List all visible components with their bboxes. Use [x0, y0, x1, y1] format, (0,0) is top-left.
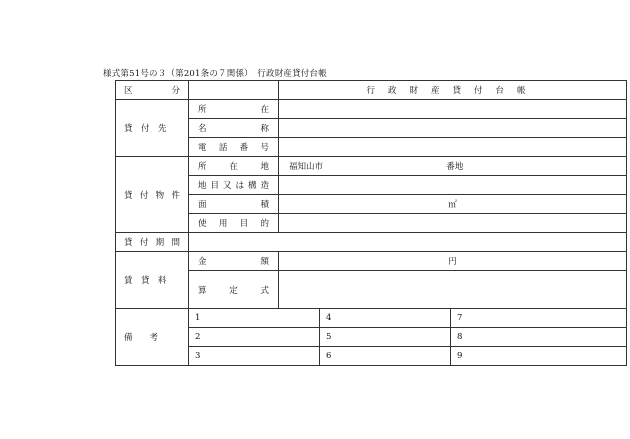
property-location-label: 所在地 — [189, 157, 279, 176]
fee-method-value[interactable] — [279, 271, 627, 309]
fee-amount-label: 金額 — [189, 252, 279, 271]
property-area-label: 面積 — [189, 195, 279, 214]
property-purpose-label: 使用目的 — [189, 214, 279, 233]
property-land-type-value[interactable] — [279, 176, 627, 195]
fee-method-label: 算定式 — [189, 271, 279, 309]
amount-unit: 円 — [448, 257, 457, 267]
remark-1[interactable]: 1 — [189, 309, 320, 328]
form-caption: 様式第51号の３（第201条の７関係） 行政財産貸付台帳 — [103, 69, 327, 79]
lessee-phone-value[interactable] — [279, 138, 627, 157]
property-land-type-label: 地目又は構造 — [189, 176, 279, 195]
lease-register-table — [115, 80, 627, 366]
remark-2[interactable]: 2 — [189, 328, 320, 347]
remark-7[interactable]: 7 — [451, 309, 627, 328]
remark-9[interactable]: 9 — [451, 347, 627, 366]
property-purpose-value[interactable] — [279, 214, 627, 233]
lessee-label: 貸 付 先 — [116, 100, 189, 157]
header-blank-cell — [189, 81, 279, 100]
fee-amount-value[interactable] — [279, 252, 627, 271]
remark-3[interactable]: 3 — [189, 347, 320, 366]
fee-label: 賃 貸 料 — [116, 252, 189, 309]
location-suffix: 番地 — [446, 162, 464, 172]
period-value[interactable] — [189, 233, 627, 252]
remark-5[interactable]: 5 — [320, 328, 451, 347]
property-label: 貸付物件 — [116, 157, 189, 233]
remark-6[interactable]: 6 — [320, 347, 451, 366]
remark-4[interactable]: 4 — [320, 309, 451, 328]
area-unit: ㎡ — [448, 200, 457, 210]
category-header: 区 分 — [116, 81, 189, 100]
lessee-phone-label: 電話番号 — [189, 138, 279, 157]
register-title: 行政財産貸付台帳 — [279, 81, 627, 100]
remark-8[interactable]: 8 — [451, 328, 627, 347]
lessee-address-value[interactable] — [279, 100, 627, 119]
property-location-value[interactable] — [279, 157, 627, 176]
location-city: 福知山市 — [289, 162, 324, 172]
lessee-address-label: 所 在 — [189, 100, 279, 119]
property-area-value[interactable] — [279, 195, 627, 214]
remarks-label: 備 考 — [116, 309, 189, 366]
lessee-name-label: 名 称 — [189, 119, 279, 138]
period-label: 貸付期間 — [116, 233, 189, 252]
lessee-name-value[interactable] — [279, 119, 627, 138]
